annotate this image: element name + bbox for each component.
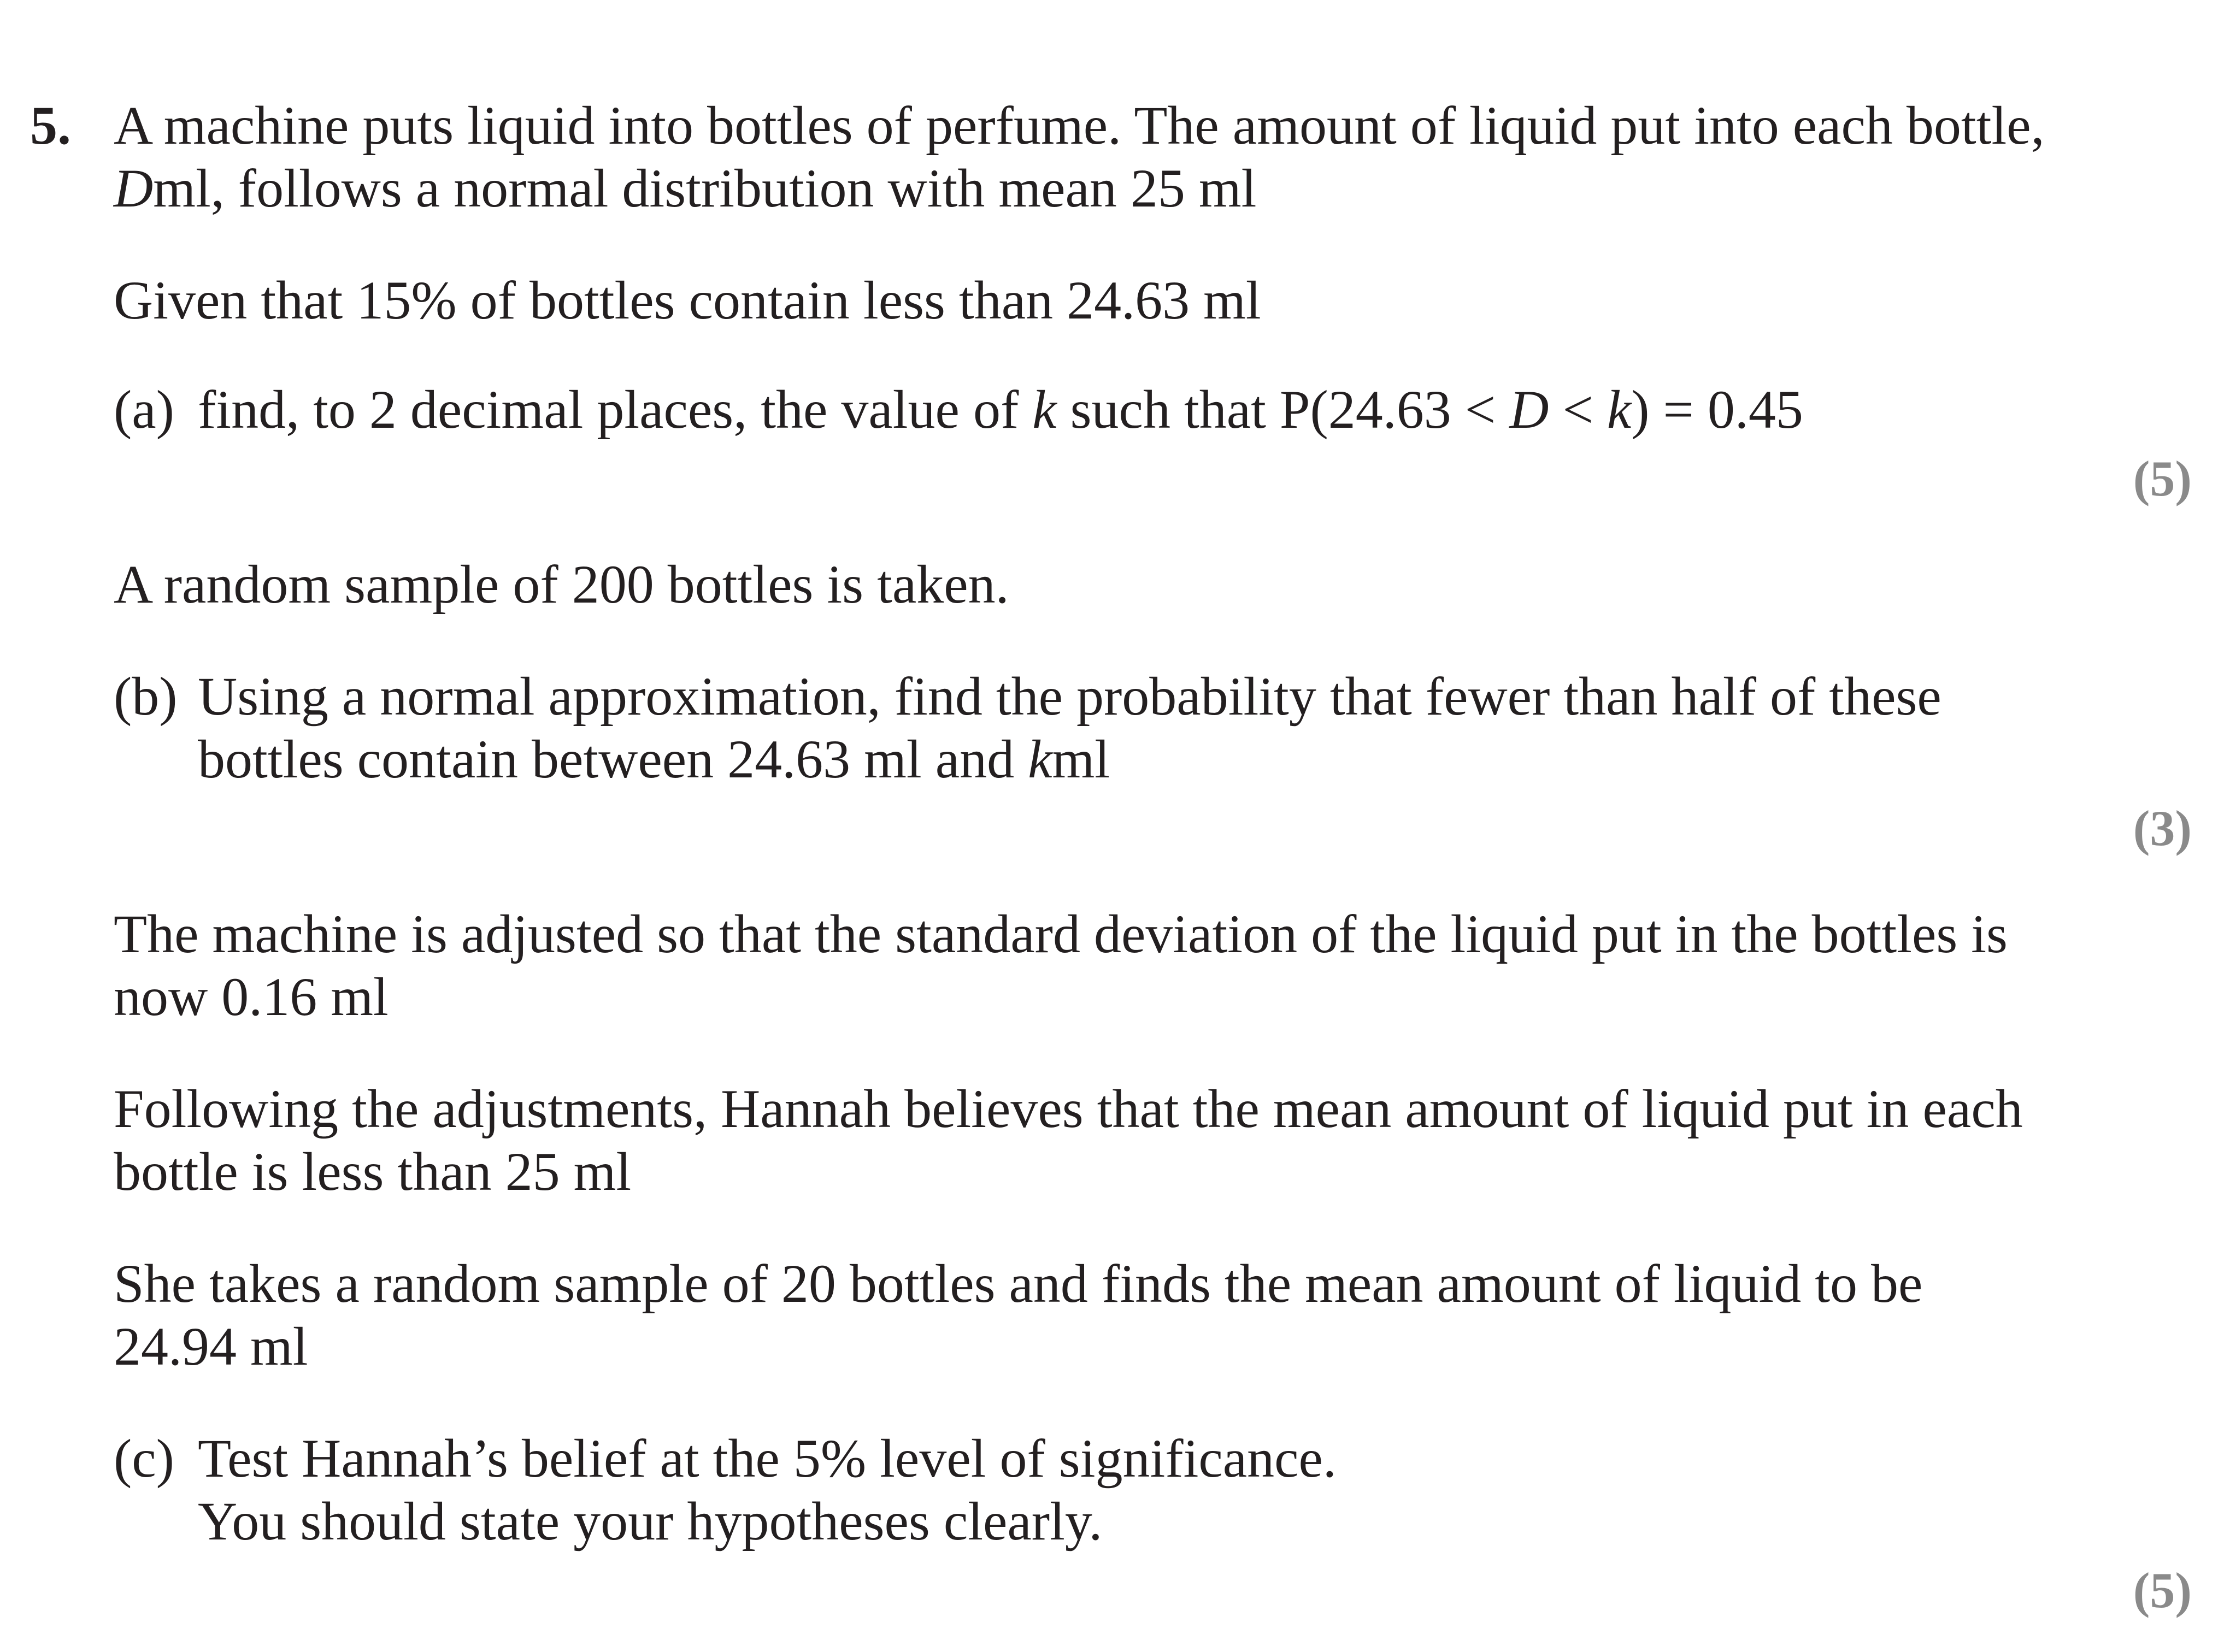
part-a-label: (a) bbox=[114, 379, 174, 440]
part-a-marks: (5) bbox=[2133, 451, 2192, 506]
variable-d: D bbox=[114, 158, 154, 219]
variable-k: k bbox=[1028, 729, 1052, 789]
part-b-line-2: bottles contain between 24.63 ml and kml bbox=[198, 729, 1110, 789]
part-b-line-1: Using a normal approximation, find the probability that fewer than half of these bbox=[198, 666, 1941, 727]
part-b-marks: (3) bbox=[2133, 800, 2192, 856]
intro-line-1: A machine puts liquid into bottles of perfume. The amount of liquid put into each bottle, bbox=[114, 95, 2045, 156]
part-a-text: find, to 2 decimal places, the value of k such that P(24.63 < D < k) = 0.45 bbox=[198, 379, 1803, 440]
variable-d: D bbox=[1509, 379, 1549, 440]
intro-line-2-text: ml, follows a normal distribution with mean 25 ml bbox=[153, 158, 1257, 219]
sample2-line-2: 24.94 ml bbox=[114, 1316, 308, 1377]
part-b-label: (b) bbox=[114, 666, 178, 727]
question-number: 5. bbox=[30, 95, 71, 156]
part-c-marks: (5) bbox=[2133, 1562, 2192, 1618]
belief-line-1: Following the adjustments, Hannah believes that the mean amount of liquid put in each bbox=[114, 1078, 2023, 1139]
belief-line-2: bottle is less than 25 ml bbox=[114, 1141, 632, 1202]
adjust-line-1: The machine is adjusted so that the standard deviation of the liquid put in the bottles is bbox=[114, 904, 2008, 964]
sample-statement: A random sample of 200 bottles is taken. bbox=[114, 554, 1009, 615]
given-statement: Given that 15% of bottles contain less than 24.63 ml bbox=[114, 270, 1261, 331]
part-c-label: (c) bbox=[114, 1428, 174, 1489]
part-c-line-1: Test Hannah’s belief at the 5% level of significance. bbox=[198, 1428, 1337, 1489]
variable-k: k bbox=[1607, 379, 1632, 440]
part-c-line-2: You should state your hypotheses clearly. bbox=[198, 1491, 1103, 1551]
variable-k: k bbox=[1032, 379, 1057, 440]
sample2-line-1: She takes a random sample of 20 bottles and finds the mean amount of liquid to be bbox=[114, 1253, 1923, 1314]
intro-line-2 bbox=[114, 158, 1257, 219]
adjust-line-2: now 0.16 ml bbox=[114, 966, 389, 1027]
